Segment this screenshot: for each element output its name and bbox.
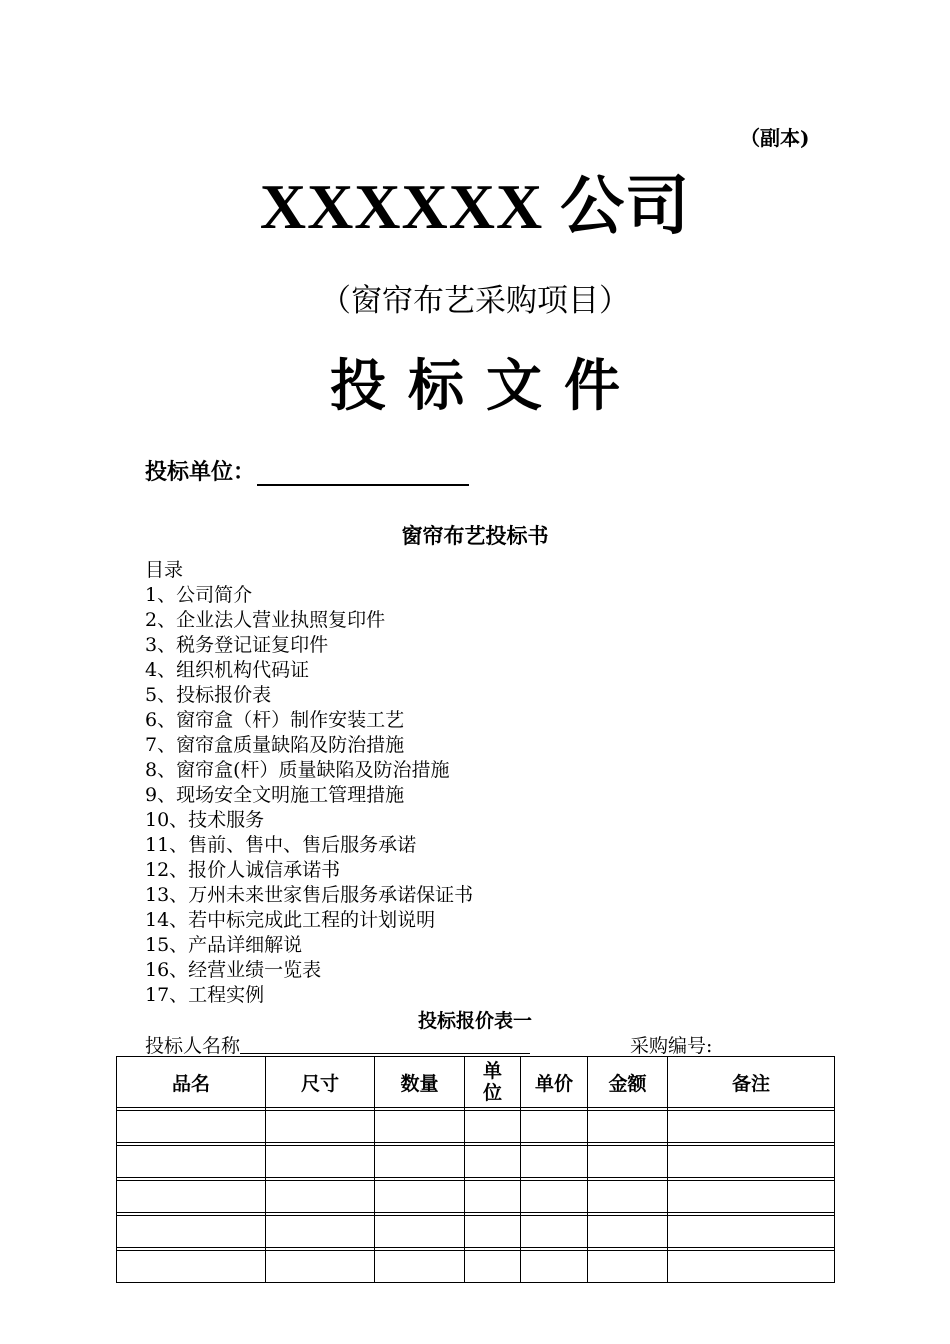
header-unit: 单位 xyxy=(465,1057,521,1108)
table-cell[interactable] xyxy=(465,1251,521,1283)
table-cell[interactable] xyxy=(465,1111,521,1143)
table-of-contents xyxy=(145,558,473,1008)
toc-item: 9、现场安全文明施工管理措施 xyxy=(145,784,405,806)
table-cell[interactable] xyxy=(117,1146,266,1178)
toc-item: 11、售前、售中、售后服务承诺 xyxy=(145,834,417,856)
table-cell[interactable] xyxy=(117,1111,266,1143)
table-cell[interactable] xyxy=(521,1111,588,1143)
header-item-name: 品名 xyxy=(117,1057,266,1108)
table-cell[interactable] xyxy=(588,1216,668,1248)
table-cell[interactable] xyxy=(465,1146,521,1178)
bidder-line xyxy=(145,455,469,486)
toc-item: 13、万州未来世家售后服务承诺保证书 xyxy=(145,884,474,906)
purchase-no-label: 采购编号: xyxy=(630,1035,713,1057)
header-quantity: 数量 xyxy=(375,1057,465,1108)
table-cell[interactable] xyxy=(588,1146,668,1178)
toc-item: 2、企业法人营业执照复印件 xyxy=(145,609,386,631)
table-cell[interactable] xyxy=(588,1181,668,1213)
header-amount: 金额 xyxy=(588,1057,668,1108)
table-cell[interactable] xyxy=(375,1251,465,1283)
toc-item: 5、投标报价表 xyxy=(145,684,272,706)
bidder-label: 投标单位： xyxy=(145,459,256,485)
book-title: 窗帘布艺投标书 xyxy=(401,523,549,548)
table-cell[interactable] xyxy=(668,1181,835,1213)
table-cell[interactable] xyxy=(375,1181,465,1213)
toc-item: 1、公司简介 xyxy=(145,584,253,606)
table-row xyxy=(117,1181,835,1213)
table-cell[interactable] xyxy=(588,1111,668,1143)
header-size: 尺寸 xyxy=(266,1057,375,1108)
table-cell[interactable] xyxy=(521,1216,588,1248)
quote-table xyxy=(116,1056,835,1283)
table-cell[interactable] xyxy=(465,1181,521,1213)
project-name: （窗帘布艺采购项目） xyxy=(320,283,630,319)
table-cell[interactable] xyxy=(668,1251,835,1283)
toc-item: 17、工程实例 xyxy=(145,984,265,1006)
table-cell[interactable] xyxy=(266,1111,375,1143)
table-cell[interactable] xyxy=(266,1216,375,1248)
header-unit-price: 单价 xyxy=(521,1057,588,1108)
table-cell[interactable] xyxy=(117,1251,266,1283)
table-cell[interactable] xyxy=(375,1111,465,1143)
toc-item: 12、报价人诚信承诺书 xyxy=(145,859,341,881)
quote-meta-line xyxy=(145,1031,785,1058)
table-cell[interactable] xyxy=(375,1146,465,1178)
quote-table-title: 投标报价表一 xyxy=(417,1010,532,1032)
toc-heading: 目录 xyxy=(145,559,184,581)
table-cell[interactable] xyxy=(668,1146,835,1178)
bidder-name-blank-field[interactable] xyxy=(240,1031,530,1054)
toc-item: 6、窗帘盒（杆）制作安装工艺 xyxy=(145,709,405,731)
toc-item: 7、窗帘盒质量缺陷及防治措施 xyxy=(145,734,405,756)
toc-item: 15、产品详细解说 xyxy=(145,934,303,956)
toc-item: 10、技术服务 xyxy=(145,809,265,831)
header-remarks: 备注 xyxy=(668,1057,835,1108)
toc-item: 8、窗帘盒(杆）质量缺陷及防治措施 xyxy=(145,759,450,781)
table-cell[interactable] xyxy=(521,1146,588,1178)
bidder-name-label: 投标人名称 xyxy=(145,1035,241,1057)
table-cell[interactable] xyxy=(521,1251,588,1283)
table-cell[interactable] xyxy=(117,1216,266,1248)
copy-mark: （副本) xyxy=(740,126,810,150)
document-title: 投标文件 xyxy=(330,353,642,419)
table-cell[interactable] xyxy=(668,1216,835,1248)
table-cell[interactable] xyxy=(117,1181,266,1213)
company-name: XXXXXX 公司 xyxy=(259,171,691,242)
toc-item: 16、经营业绩一览表 xyxy=(145,959,322,981)
table-cell[interactable] xyxy=(266,1146,375,1178)
table-cell[interactable] xyxy=(266,1181,375,1213)
table-row xyxy=(117,1251,835,1283)
bidder-blank-field[interactable] xyxy=(257,458,469,486)
table-cell[interactable] xyxy=(465,1216,521,1248)
table-row xyxy=(117,1216,835,1248)
table-row xyxy=(117,1111,835,1143)
toc-item: 14、若中标完成此工程的计划说明 xyxy=(145,909,436,931)
table-cell[interactable] xyxy=(588,1251,668,1283)
table-row xyxy=(117,1146,835,1178)
quote-table-header-row xyxy=(117,1057,835,1108)
table-cell[interactable] xyxy=(266,1251,375,1283)
toc-item: 3、税务登记证复印件 xyxy=(145,634,329,656)
table-cell[interactable] xyxy=(668,1111,835,1143)
table-cell[interactable] xyxy=(521,1181,588,1213)
toc-item: 4、组织机构代码证 xyxy=(145,659,310,681)
table-cell[interactable] xyxy=(375,1216,465,1248)
